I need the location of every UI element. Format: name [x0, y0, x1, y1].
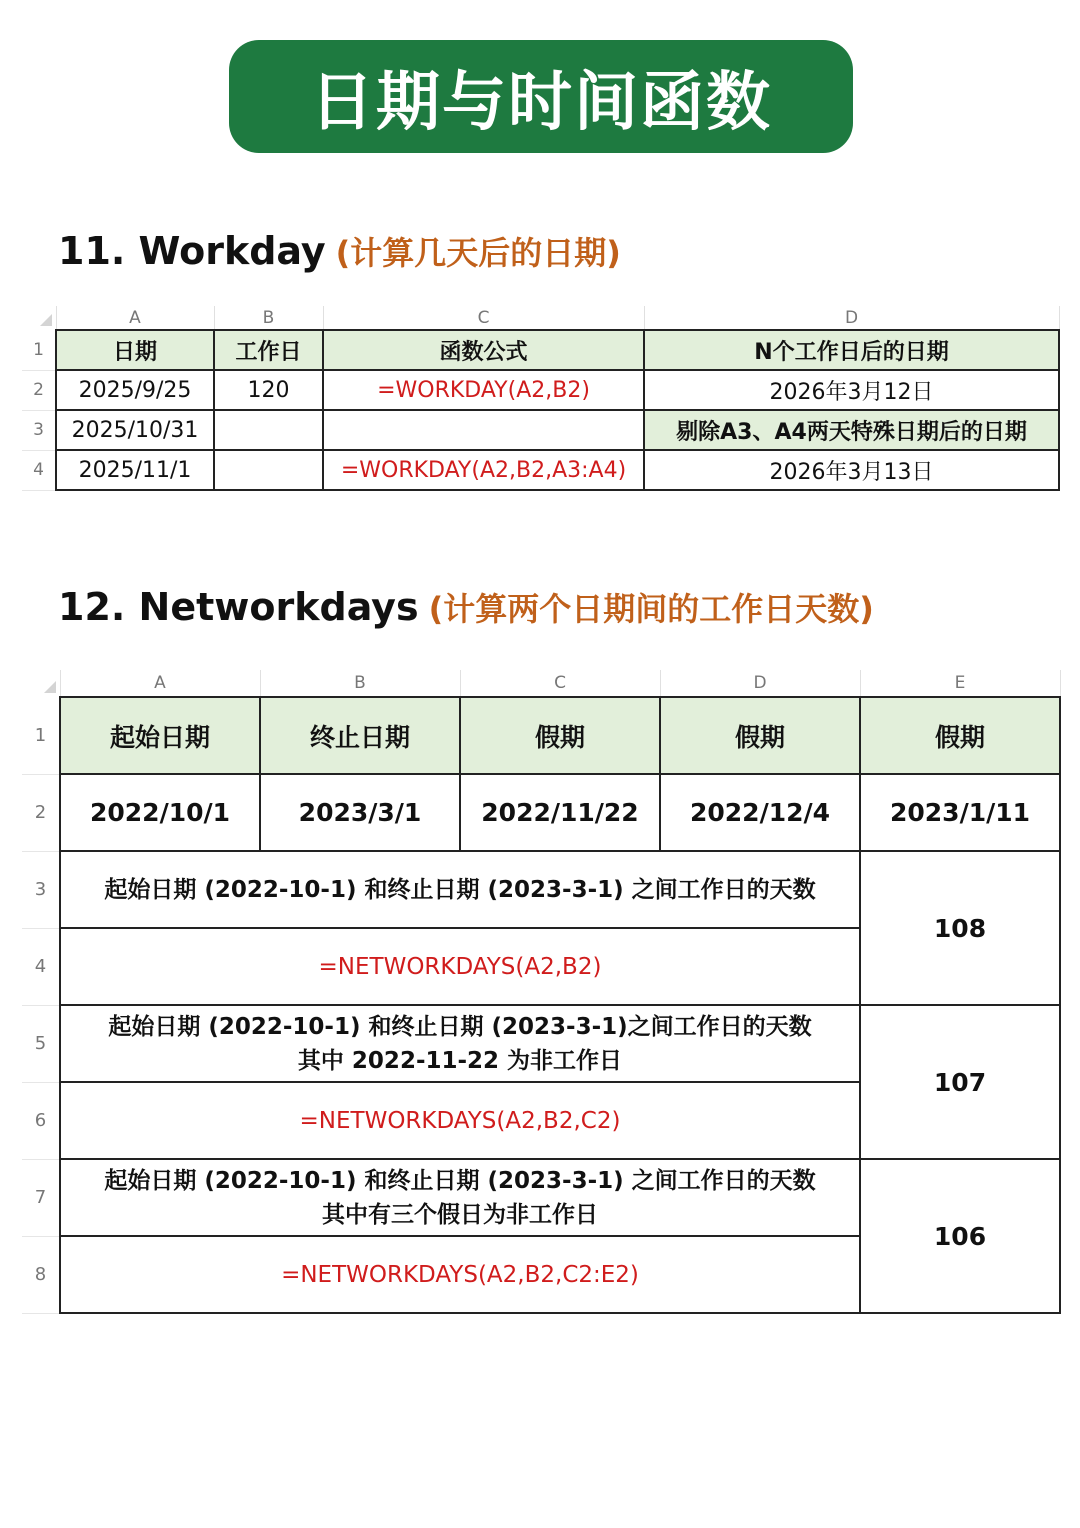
section-heading-workday: [58, 228, 621, 274]
result-cell[interactable]: 2026年3月12日: [644, 370, 1059, 410]
row-header[interactable]: 5: [22, 1005, 60, 1082]
formula-cell[interactable]: [323, 410, 644, 450]
column-header[interactable]: B: [214, 306, 323, 330]
header-cell[interactable]: 假期: [460, 697, 660, 774]
header-cell[interactable]: 假期: [860, 697, 1060, 774]
section-subtitle: (计算两个日期间的工作日天数): [428, 590, 874, 628]
row-header[interactable]: 4: [22, 928, 60, 1005]
section-subtitle: (计算几天后的日期): [335, 234, 621, 272]
row-header[interactable]: 2: [22, 370, 56, 410]
workdays-cell[interactable]: [214, 450, 323, 490]
formula-cell[interactable]: =WORKDAY(A2,B2): [323, 370, 644, 410]
section-number: 12. Networkdays: [58, 585, 419, 629]
row-header[interactable]: 7: [22, 1159, 60, 1236]
date-cell[interactable]: 2025/10/31: [56, 410, 214, 450]
column-header[interactable]: D: [644, 306, 1059, 330]
workdays-cell[interactable]: 120: [214, 370, 323, 410]
column-header[interactable]: E: [860, 670, 1060, 697]
date-cell[interactable]: 2025/11/1: [56, 450, 214, 490]
column-header[interactable]: C: [323, 306, 644, 330]
result-cell[interactable]: 2026年3月13日: [644, 450, 1059, 490]
result-cell[interactable]: 108: [860, 851, 1060, 1005]
row-header[interactable]: 2: [22, 774, 60, 851]
holiday-cell[interactable]: 2023/1/11: [860, 774, 1060, 851]
section-heading-networkdays: [58, 584, 874, 630]
date-cell[interactable]: 2025/9/25: [56, 370, 214, 410]
description-cell[interactable]: [60, 851, 860, 928]
description-line: 其中 2022-11-22 为非工作日: [297, 1047, 623, 1074]
row-header[interactable]: 8: [22, 1236, 60, 1313]
header-cell[interactable]: 起始日期: [60, 697, 260, 774]
header-cell[interactable]: 工作日: [214, 330, 323, 370]
row-header[interactable]: 3: [22, 851, 60, 928]
row-header[interactable]: 1: [22, 697, 60, 774]
title-banner: [229, 40, 853, 153]
header-cell[interactable]: 日期: [56, 330, 214, 370]
workdays-cell[interactable]: [214, 410, 323, 450]
column-header[interactable]: B: [260, 670, 460, 697]
description-line: 起始日期 (2022-10-1) 和终止日期 (2023-3-1) 之间工作日的天数: [104, 876, 816, 903]
description-line: 起始日期 (2022-10-1) 和终止日期 (2023-3-1) 之间工作日的天数: [104, 1167, 816, 1194]
row-header[interactable]: 3: [22, 410, 56, 450]
description-cell[interactable]: [60, 1159, 860, 1236]
header-cell[interactable]: 假期: [660, 697, 860, 774]
holiday-cell[interactable]: 2022/12/4: [660, 774, 860, 851]
column-header[interactable]: C: [460, 670, 660, 697]
result-cell[interactable]: 106: [860, 1159, 1060, 1313]
formula-cell[interactable]: =NETWORKDAYS(A2,B2,C2): [60, 1082, 860, 1159]
holiday-cell[interactable]: 2022/11/22: [460, 774, 660, 851]
networkdays-sheet: [22, 670, 1061, 1314]
sheet-corner[interactable]: [22, 670, 60, 697]
workday-sheet: [22, 306, 1060, 491]
section-number: 11. Workday: [58, 229, 326, 273]
description-line: 起始日期 (2022-10-1) 和终止日期 (2023-3-1)之间工作日的天数: [108, 1013, 812, 1040]
column-header[interactable]: A: [56, 306, 214, 330]
formula-cell[interactable]: =NETWORKDAYS(A2,B2): [60, 928, 860, 1005]
note-cell[interactable]: 剔除A3、A4两天特殊日期后的日期: [644, 410, 1059, 450]
header-cell[interactable]: 函数公式: [323, 330, 644, 370]
formula-cell[interactable]: =NETWORKDAYS(A2,B2,C2:E2): [60, 1236, 860, 1313]
row-header[interactable]: 4: [22, 450, 56, 490]
date-cell[interactable]: 2022/10/1: [60, 774, 260, 851]
column-header[interactable]: D: [660, 670, 860, 697]
header-cell[interactable]: N个工作日后的日期: [644, 330, 1059, 370]
description-cell[interactable]: [60, 1005, 860, 1082]
formula-cell[interactable]: =WORKDAY(A2,B2,A3:A4): [323, 450, 644, 490]
row-header[interactable]: 1: [22, 330, 56, 370]
row-header[interactable]: 6: [22, 1082, 60, 1159]
page-title: 日期与时间函数: [310, 65, 772, 140]
sheet-corner[interactable]: [22, 306, 56, 330]
date-cell[interactable]: 2023/3/1: [260, 774, 460, 851]
result-cell[interactable]: 107: [860, 1005, 1060, 1159]
column-header[interactable]: A: [60, 670, 260, 697]
description-line: 其中有三个假日为非工作日: [322, 1201, 598, 1228]
header-cell[interactable]: 终止日期: [260, 697, 460, 774]
